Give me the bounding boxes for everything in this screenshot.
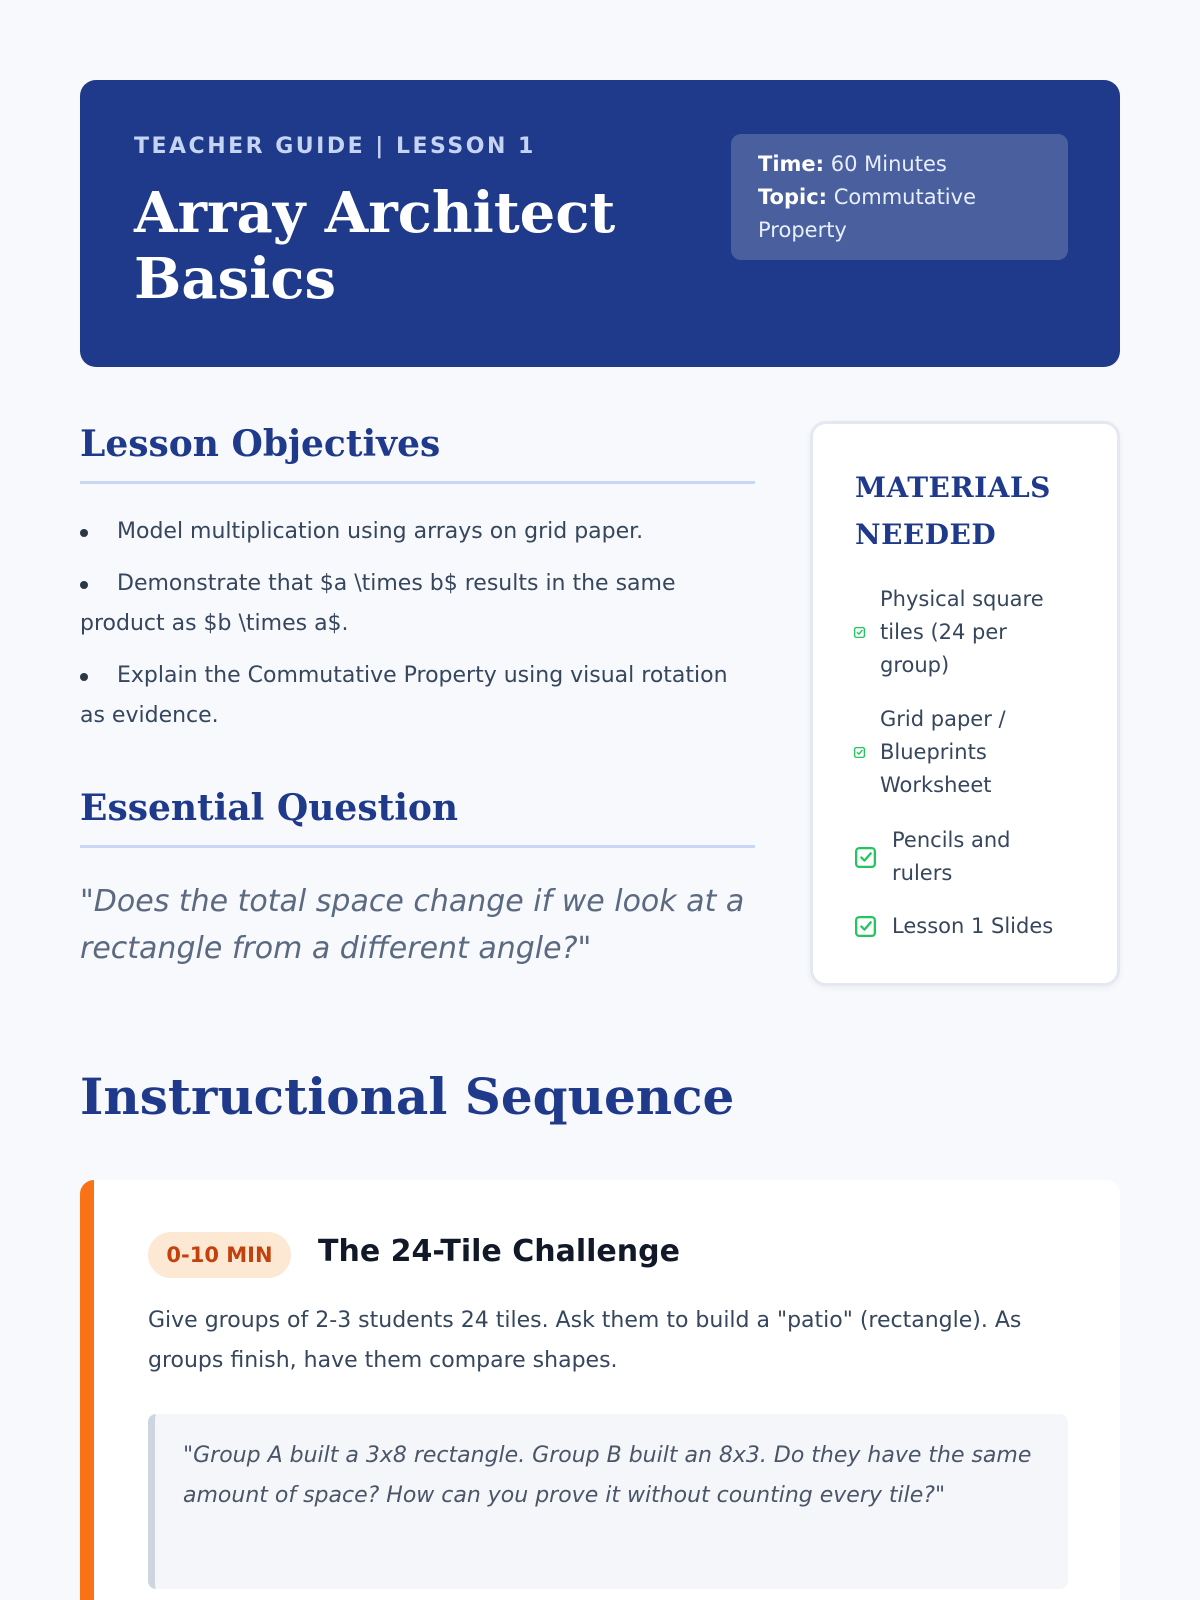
material-label: Lesson 1 Slides bbox=[892, 914, 1054, 938]
check-square-icon bbox=[853, 746, 866, 759]
material-item bbox=[853, 824, 1063, 890]
essential-question-heading: Essential Question bbox=[80, 787, 755, 848]
essential-question-quote: "Does the total space change if we look at a rectangle from a different angle?" bbox=[80, 884, 745, 966]
time-value: 60 Minutes bbox=[830, 152, 947, 176]
objective-item: Explain the Commutative Property using visual rotation as evidence. bbox=[80, 656, 750, 736]
materials-card bbox=[810, 421, 1120, 986]
lesson-header-banner bbox=[80, 80, 1120, 367]
check-square-icon bbox=[853, 845, 878, 870]
objectives-heading: Lesson Objectives bbox=[80, 423, 755, 484]
materials-heading: MATERIALS NEEDED bbox=[855, 471, 1051, 551]
lesson-title: Array Architect Basics bbox=[134, 180, 616, 312]
sequence-heading: Instructional Sequence bbox=[80, 1067, 735, 1126]
material-item bbox=[853, 583, 1063, 682]
time-badge: 0-10 MIN bbox=[148, 1232, 291, 1278]
check-square-icon bbox=[853, 914, 878, 939]
lesson-meta-box bbox=[731, 134, 1068, 260]
objective-item: Demonstrate that $a \times b$ results in the same product as $b \times a$. bbox=[80, 564, 750, 644]
material-label: Pencils and rulers bbox=[892, 828, 1011, 885]
time-meta bbox=[758, 148, 1041, 181]
topic-label: Topic: bbox=[758, 185, 828, 209]
material-label: Grid paper / Blueprints Worksheet bbox=[880, 707, 1006, 797]
check-square-icon bbox=[853, 626, 866, 639]
sequence-step-card bbox=[80, 1180, 1120, 1600]
material-label: Physical square tiles (24 per group) bbox=[880, 587, 1044, 677]
topic-meta bbox=[758, 181, 1041, 247]
lesson-eyebrow: TEACHER GUIDE | LESSON 1 bbox=[134, 134, 536, 159]
material-item bbox=[853, 910, 1093, 943]
material-item bbox=[853, 703, 1063, 802]
topic-value: Commutative Property bbox=[758, 185, 976, 242]
time-label: Time: bbox=[758, 152, 825, 176]
step-teacher-quote: "Group A built a 3x8 rectangle. Group B built an 8x3. Do they have the same amount of space? How can you prove it without counting every tile?" bbox=[148, 1414, 1068, 1589]
step-body: Give groups of 2-3 students 24 tiles. Ask them to build a "patio" (rectangle). As groups finish, have them compare shapes. bbox=[148, 1308, 1022, 1373]
objectives-list bbox=[80, 512, 750, 748]
objective-item: Model multiplication using arrays on grid paper. bbox=[80, 512, 750, 552]
step-title: The 24-Tile Challenge bbox=[318, 1234, 680, 1269]
